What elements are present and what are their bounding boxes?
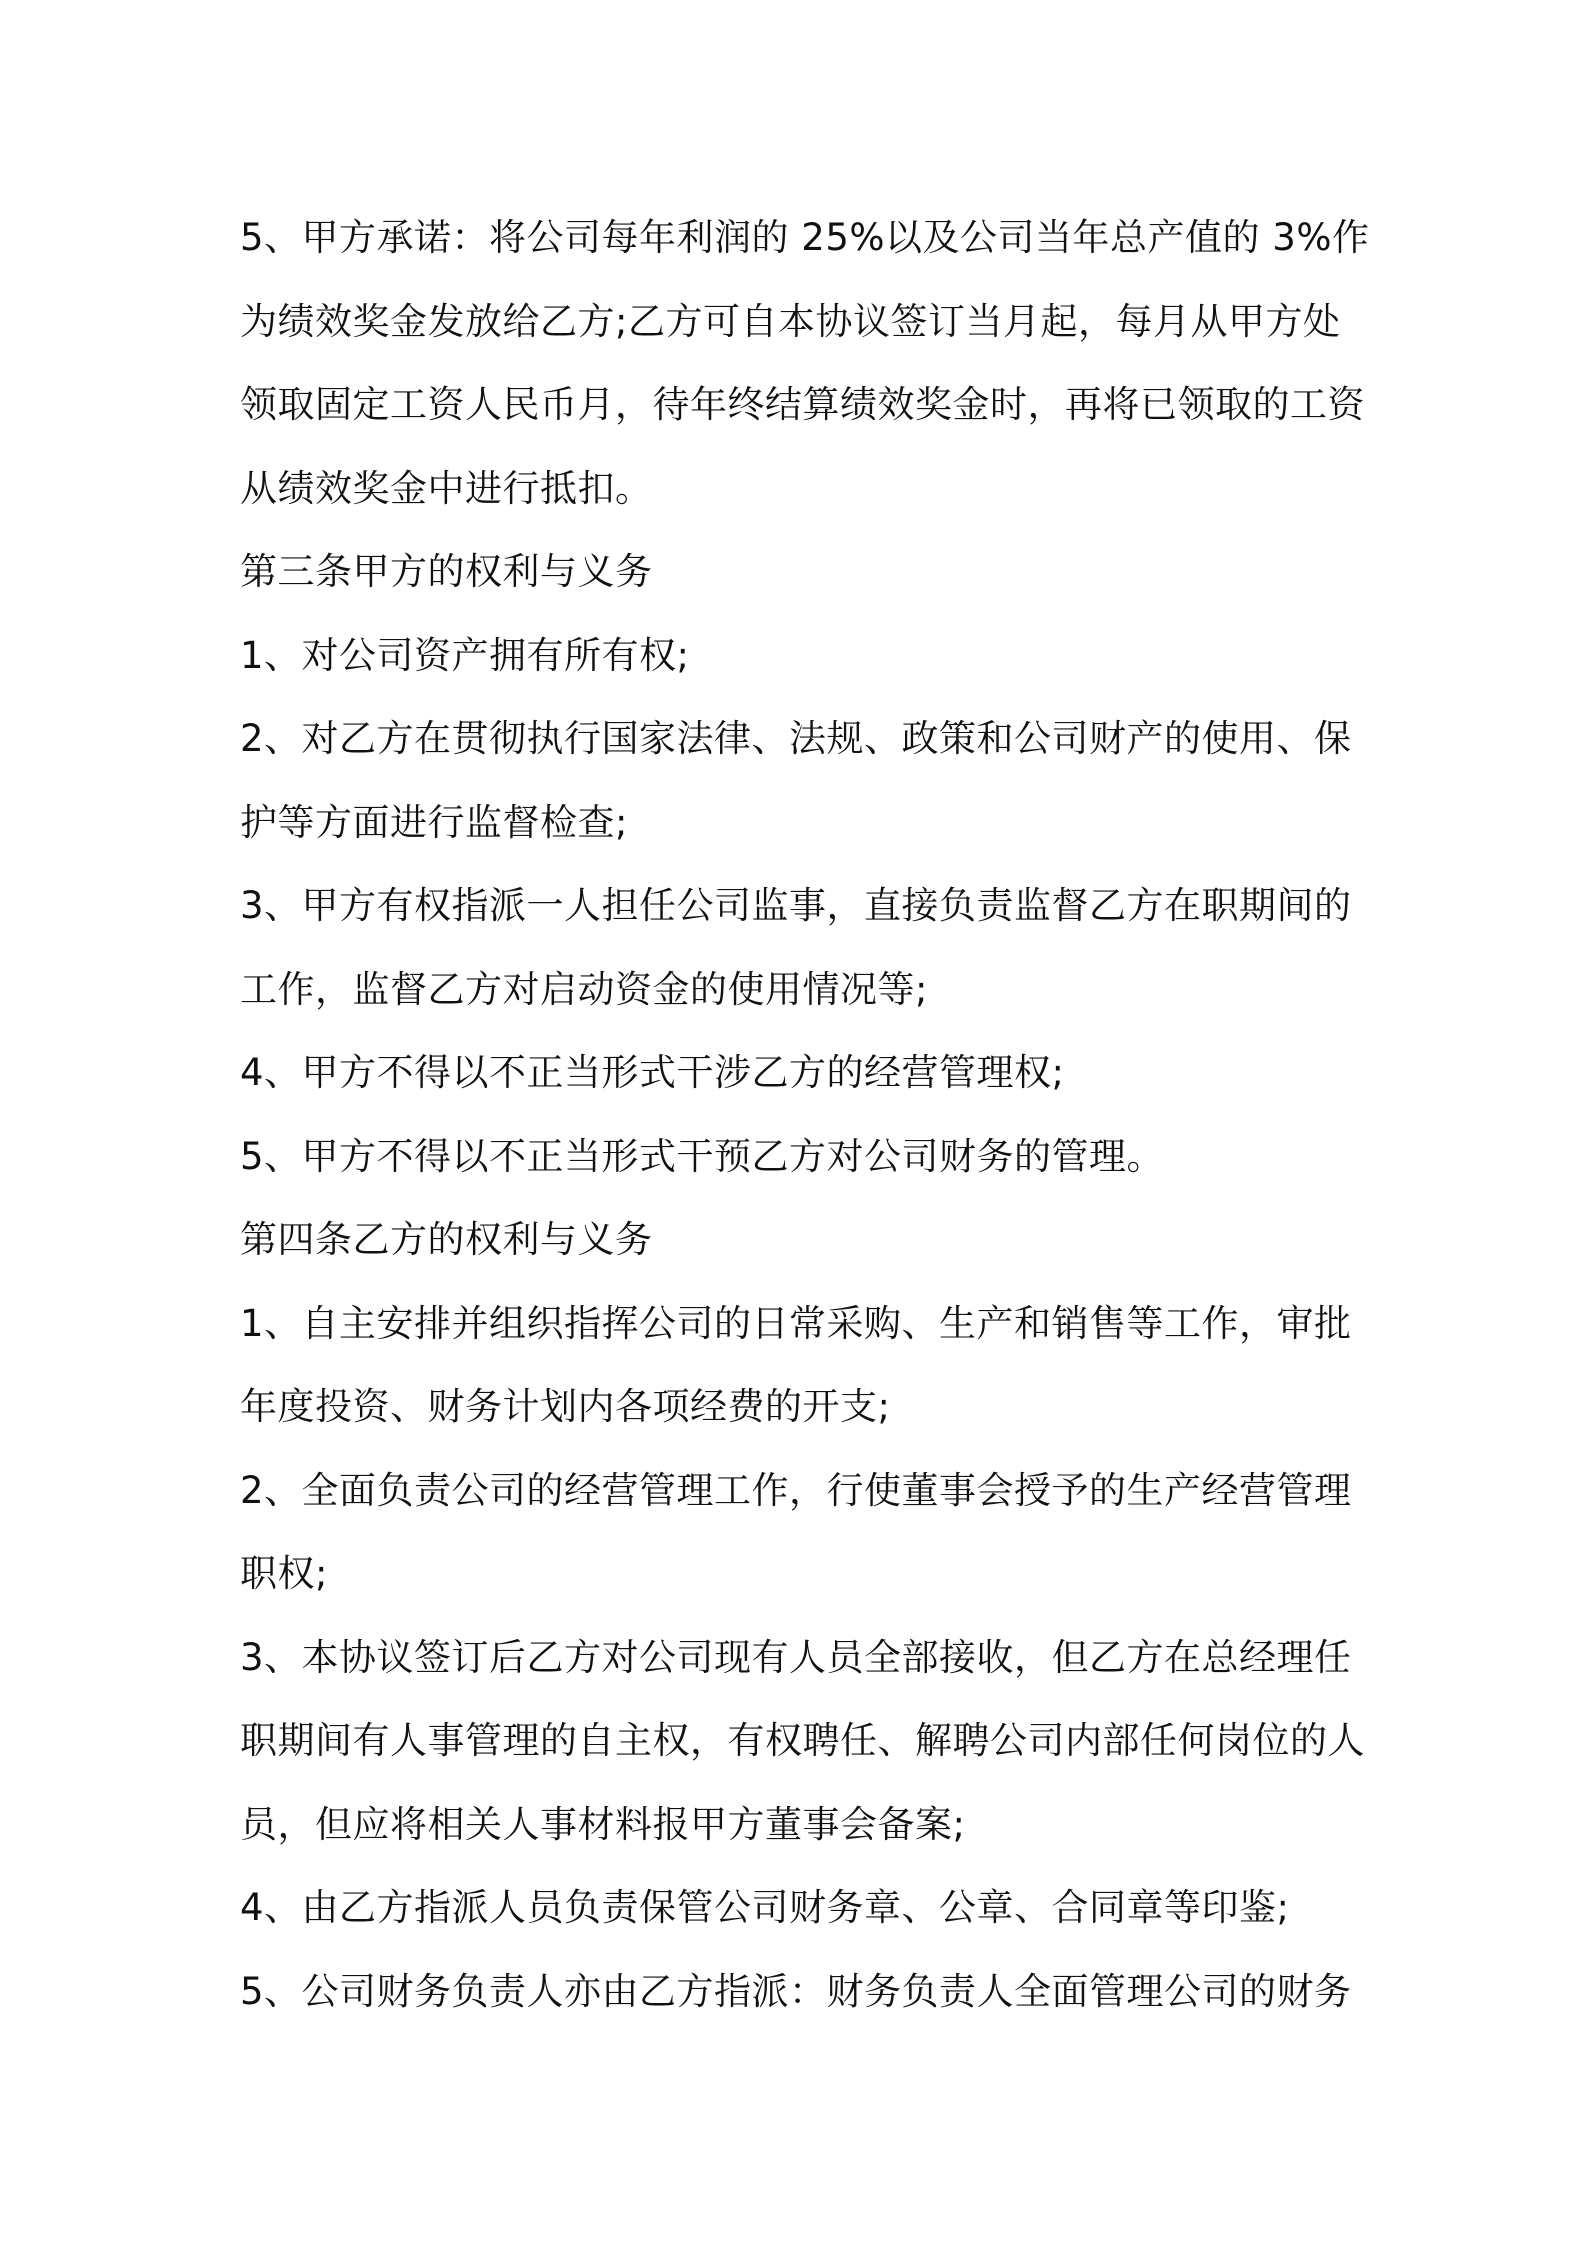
text-line: 从绩效奖金中进行抵扣。: [240, 466, 653, 510]
text-line: 1、对公司资产拥有所有权;: [240, 633, 690, 677]
text-line: 3、本协议签订后乙方对公司现有人员全部接收，但乙方在总经理任: [240, 1635, 1352, 1679]
text-line: 为绩效奖金发放给乙方;乙方可自本协议签订当月起，每月从甲方处: [240, 299, 1341, 343]
text-line: 3、甲方有权指派一人担任公司监事，直接负责监督乙方在职期间的: [240, 884, 1352, 927]
text-line: 5、甲方不得以不正当形式干预乙方对公司财务的管理。: [240, 1134, 1165, 1178]
document-body: [240, 196, 1370, 2033]
text-line: 2、对乙方在贯彻执行国家法律、法规、政策和公司财产的使用、保: [240, 717, 1352, 760]
text-line: 工作，监督乙方对启动资金的使用情况等;: [240, 967, 928, 1011]
text-line: 领取固定工资人民币月，待年终结算绩效奖金时，再将已领取的工资: [240, 383, 1365, 426]
text-line: 职期间有人事管理的自主权，有权聘任、解聘公司内部任何岗位的人: [240, 1719, 1365, 1762]
text-line: 4、由乙方指派人员负责保管公司财务章、公章、合同章等印鉴;: [240, 1886, 1290, 1929]
text-line: 职权;: [240, 1552, 328, 1595]
text-line: 年度投资、财务计划内各项经费的开支;: [240, 1385, 891, 1428]
text-line: 员，但应将相关人事材料报甲方董事会备案;: [240, 1802, 966, 1846]
section-heading: 第四条乙方的权利与义务: [240, 1218, 653, 1261]
text-line: 2、全面负责公司的经营管理工作，行使董事会授予的生产经营管理: [240, 1468, 1352, 1512]
text-line: 护等方面进行监督检查;: [240, 800, 628, 844]
section-heading: 第三条甲方的权利与义务: [240, 550, 653, 593]
text-line: 5、公司财务负责人亦由乙方指派：财务负责人全面管理公司的财务: [240, 1969, 1352, 2013]
text-line: 4、甲方不得以不正当形式干涉乙方的经营管理权;: [240, 1051, 1065, 1094]
text-line: 5、甲方承诺：将公司每年利润的 25%以及公司当年总产值的 3%作: [240, 216, 1370, 259]
text-line: 1、自主安排并组织指挥公司的日常采购、生产和销售等工作，审批: [240, 1301, 1352, 1345]
